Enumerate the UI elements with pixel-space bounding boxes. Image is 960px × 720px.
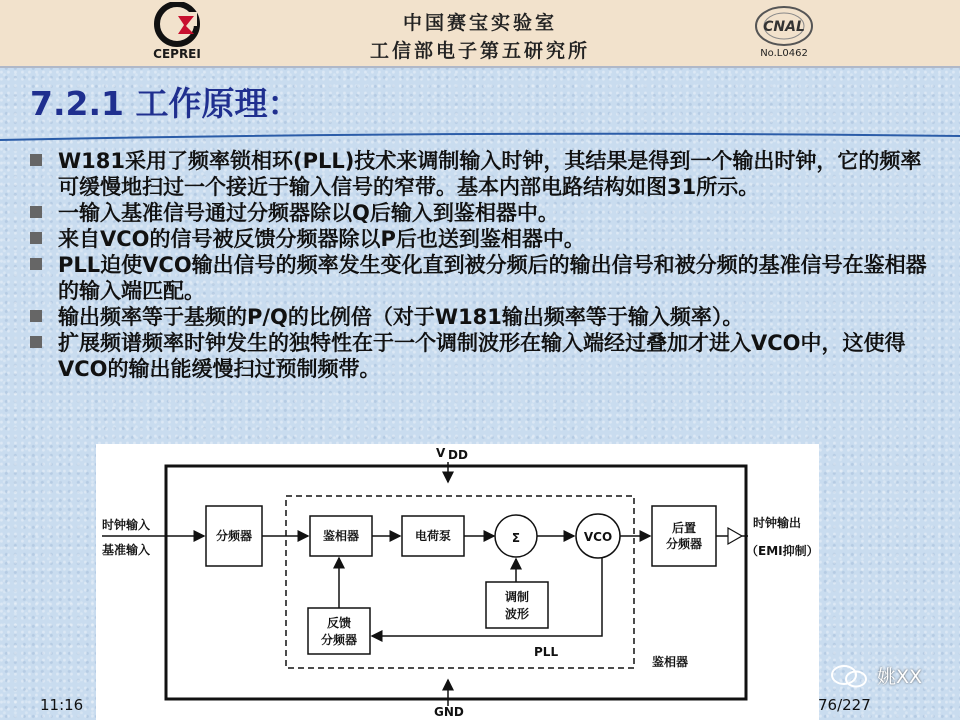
- bullet-square-icon: [30, 154, 42, 166]
- title-underline: [0, 130, 960, 144]
- ceprei-logo: [142, 2, 212, 64]
- cnal-logo-number: No.L0462: [760, 48, 808, 59]
- bullet-text: 扩展频谱频率时钟发生的独特性在于一个调制波形在输入端经过叠加才进入VCO中，这使得VCO的输出能缓慢扫过预制频带。: [58, 331, 906, 381]
- pll-label: PLL: [534, 645, 559, 659]
- wechat-icon: [828, 662, 872, 690]
- gnd-label: GND: [434, 705, 464, 719]
- modulation-label-line2: 波形: [504, 607, 530, 621]
- watermark-text: 姚XX: [877, 666, 923, 688]
- bullet-list: [30, 148, 935, 382]
- pll-diagram-svg: [96, 444, 819, 720]
- summing-symbol: Σ: [511, 531, 521, 545]
- bullet-text: W181采用了频率锁相环(PLL)技术来调制输入时钟，其结果是得到一个输出时钟，它的频率可缓慢地扫过一个接近于输入信号的窄带。基本内部电路结构如图31所示。: [58, 149, 922, 199]
- feedback-divider-label-line1: 反馈: [326, 616, 352, 630]
- bullet-square-icon: [30, 232, 42, 244]
- modulation-waveform-block: [486, 582, 548, 628]
- output-buffer-icon: [728, 528, 742, 544]
- reference-input-label: 基准输入: [102, 543, 151, 557]
- wechat-watermark: [828, 662, 938, 690]
- clock-output-label: 时钟输出: [753, 516, 802, 530]
- bullet-text: 一输入基准信号通过分频器除以Q后输入到鉴相器中。: [58, 201, 559, 225]
- vdd-label: V: [436, 446, 446, 460]
- post-divider-block: [652, 506, 716, 566]
- divider-label: 分频器: [215, 529, 253, 543]
- bullet-text: PLL迫使VCO输出信号的频率发生变化直到被分频后的输出信号和被分频的基准信号在鉴相器的输入端匹配。: [58, 253, 927, 303]
- header-title-line1: 中国赛宝实验室: [402, 12, 557, 34]
- vdd-subscript: DD: [448, 448, 468, 462]
- clock-input-label: 时钟输入: [102, 518, 151, 532]
- emi-suppression-label: （EMI抑制）: [746, 544, 819, 558]
- feedback-divider-label-line2: 分频器: [320, 633, 358, 647]
- bullet-item: [30, 330, 935, 382]
- bullet-square-icon: [30, 310, 42, 322]
- bullet-square-icon: [30, 336, 42, 348]
- bullet-square-icon: [30, 258, 42, 270]
- feedback-divider-block: [308, 608, 370, 654]
- bottom-phase-detector-label: 鉴相器: [652, 655, 689, 669]
- cnal-logo-mark: CNAL: [763, 19, 805, 35]
- slide-title: 7.2.1 工作原理：: [30, 84, 301, 123]
- cnal-logo-icon: [752, 4, 816, 48]
- page-number: 76/227: [818, 696, 871, 714]
- charge-pump-label: 电荷泵: [414, 529, 452, 543]
- bullet-text: 来自VCO的信号被反馈分频器除以P后也送到鉴相器中。: [58, 227, 585, 251]
- bullet-text: 输出频率等于基频的P/Q的比例倍（对于W181输出频率等于输入频率）。: [58, 305, 744, 329]
- bullet-item: [30, 304, 935, 330]
- bullet-item: [30, 148, 935, 200]
- bullet-item: [30, 252, 935, 304]
- post-divider-label-line1: 后置: [671, 521, 697, 535]
- ceprei-logo-text: CEPREI: [153, 47, 201, 61]
- cnal-logo: [752, 4, 816, 62]
- phase-detector-label: 鉴相器: [322, 529, 360, 543]
- header-divider: [0, 66, 960, 68]
- header-title-line2: 工信部电子第五研究所: [369, 40, 590, 62]
- slide-header: [0, 0, 960, 66]
- ceprei-logo-icon: [142, 2, 212, 48]
- modulation-label-line1: 调制: [504, 590, 530, 604]
- vco-label: VCO: [583, 530, 613, 544]
- slide-time: 11:16: [40, 696, 84, 714]
- bullet-item: [30, 200, 935, 226]
- pll-block-diagram: [96, 444, 819, 720]
- post-divider-label-line2: 分频器: [665, 537, 703, 551]
- bullet-square-icon: [30, 206, 42, 218]
- bullet-item: [30, 226, 935, 252]
